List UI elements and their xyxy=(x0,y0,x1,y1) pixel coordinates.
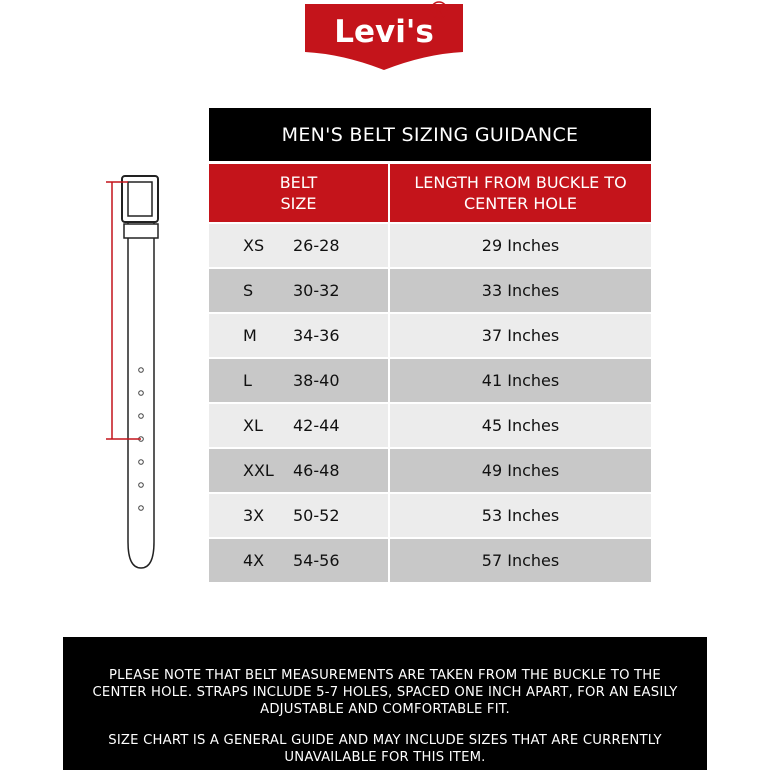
registered-mark-icon xyxy=(429,0,449,20)
length-cell: 41 Inches xyxy=(481,371,560,390)
table-header-row xyxy=(209,161,651,222)
size-cell xyxy=(209,494,390,537)
size-code: 4X xyxy=(243,551,265,570)
table-row xyxy=(209,267,651,312)
size-code: S xyxy=(243,281,254,300)
length-cell: 53 Inches xyxy=(481,506,560,525)
length-cell: 57 Inches xyxy=(481,551,560,570)
measurement-note: PLEASE NOTE THAT BELT MEASUREMENTS ARE TAKEN FROM THE BUCKLE TO THE CENTER HOLE. STRAPS INCLUDE 5-7 HOLES, SPACED ONE INCH APART, FOR AN EASILY ADJUSTABLE AND COMFORTABLE FIT. xyxy=(92,668,678,717)
waist-range: 30-32 xyxy=(293,281,340,300)
waist-range: 54-56 xyxy=(293,551,340,570)
size-code: XXL xyxy=(243,461,274,480)
waist-range: 50-52 xyxy=(293,506,340,525)
size-code: XL xyxy=(243,416,263,435)
waist-range: 46-48 xyxy=(293,461,340,480)
length-cell: 29 Inches xyxy=(481,236,560,255)
size-cell xyxy=(209,269,390,312)
belt-illustration xyxy=(100,170,170,580)
size-code: 3X xyxy=(243,506,265,525)
size-cell xyxy=(209,449,390,492)
table-title: MEN'S BELT SIZING GUIDANCE xyxy=(209,108,651,161)
waist-range: 34-36 xyxy=(293,326,340,345)
table-row xyxy=(209,222,651,267)
table-row xyxy=(209,402,651,447)
table-row xyxy=(209,357,651,402)
availability-note: SIZE CHART IS A GENERAL GUIDE AND MAY INCLUDE SIZES THAT ARE CURRENTLY UNAVAILABLE FOR THIS ITEM. xyxy=(108,733,662,765)
size-cell xyxy=(209,314,390,357)
table-row xyxy=(209,447,651,492)
belt-size-table xyxy=(209,108,651,582)
table-row xyxy=(209,492,651,537)
size-cell xyxy=(209,539,390,582)
length-cell: 45 Inches xyxy=(481,416,560,435)
size-cell xyxy=(209,224,390,267)
header-belt-size-label: BELT SIZE xyxy=(279,173,318,213)
length-cell: 37 Inches xyxy=(481,326,560,345)
waist-range: 42-44 xyxy=(293,416,340,435)
svg-text:R: R xyxy=(435,6,443,17)
table-row xyxy=(209,537,651,582)
size-code: XS xyxy=(243,236,265,255)
logo-text: Levi's xyxy=(334,14,434,50)
size-code: M xyxy=(243,326,257,345)
size-code: L xyxy=(243,371,252,390)
header-belt-size xyxy=(209,164,390,222)
waist-range: 26-28 xyxy=(293,236,340,255)
sizing-notes xyxy=(63,637,707,770)
table-row xyxy=(209,312,651,357)
length-cell: 49 Inches xyxy=(481,461,560,480)
length-cell: 33 Inches xyxy=(481,281,560,300)
size-cell xyxy=(209,404,390,447)
header-length-label: LENGTH FROM BUCKLE TO CENTER HOLE xyxy=(414,173,627,213)
waist-range: 38-40 xyxy=(293,371,340,390)
header-length xyxy=(390,164,651,222)
size-cell xyxy=(209,359,390,402)
